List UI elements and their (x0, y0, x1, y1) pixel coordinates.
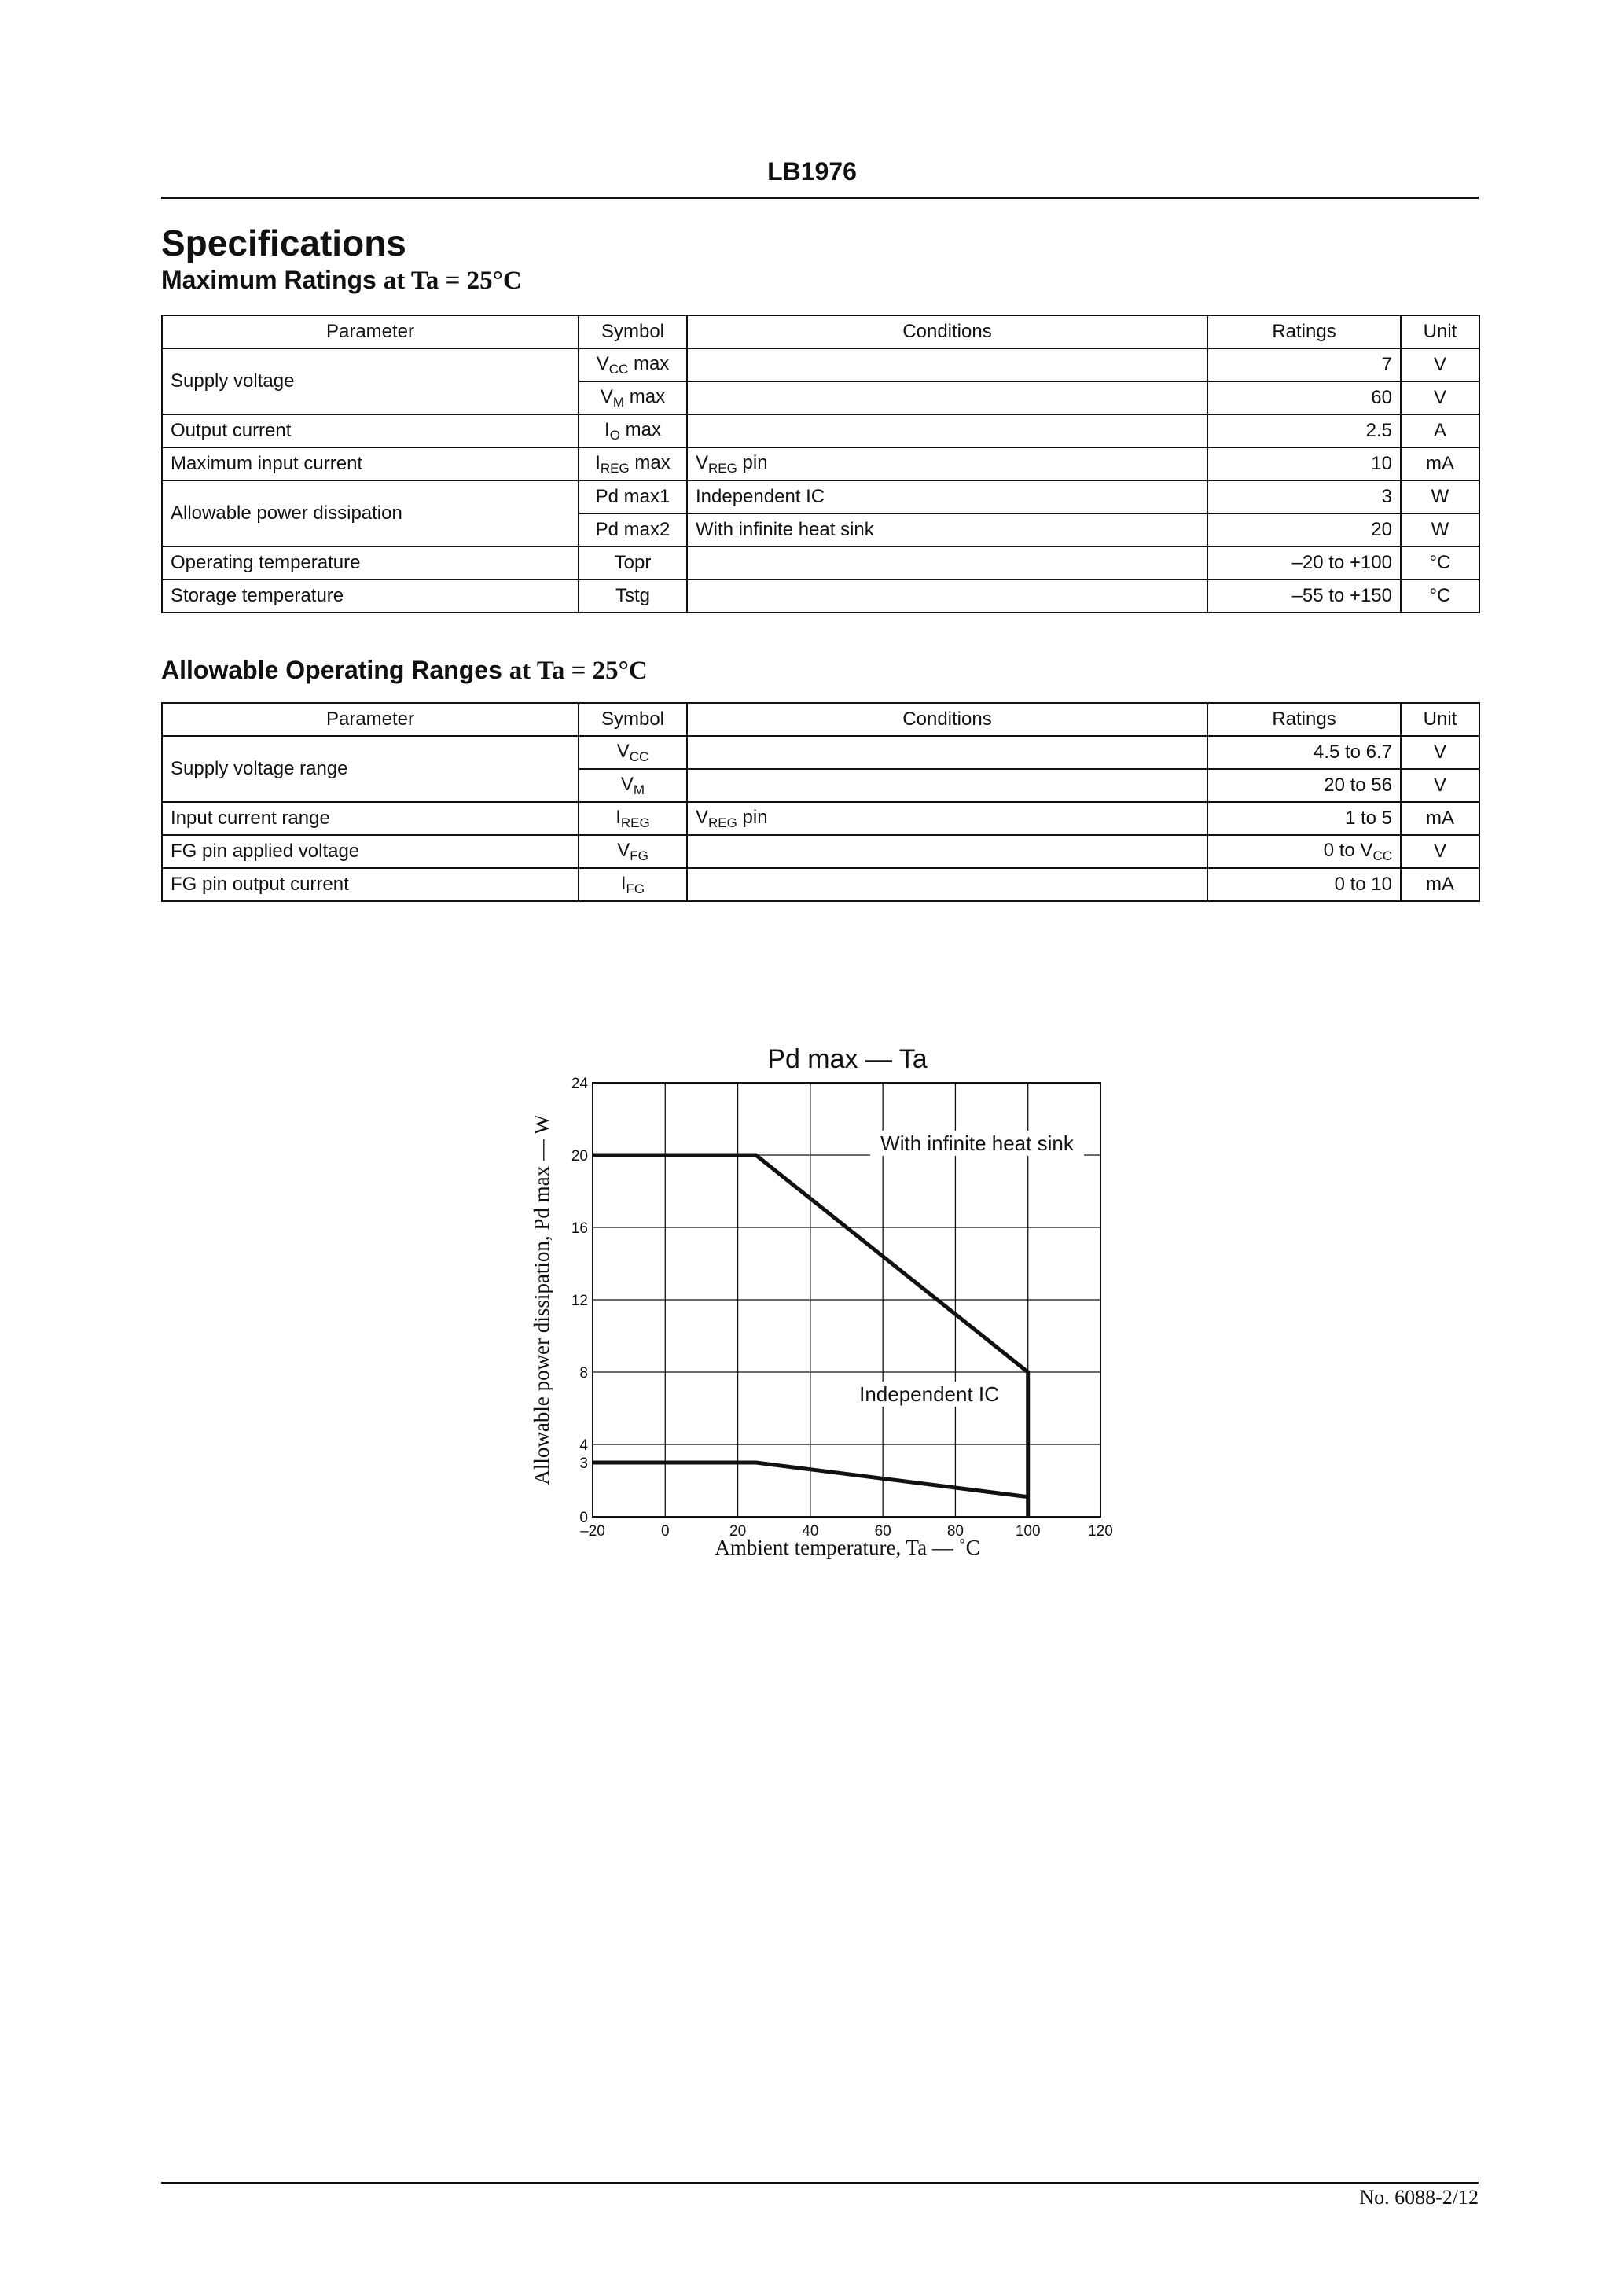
parameter-cell: Output current (162, 414, 579, 447)
table-row (162, 835, 1479, 868)
table-row (162, 580, 1479, 613)
conditions-cell: With infinite heat sink (687, 513, 1207, 546)
unit-cell: V (1401, 381, 1479, 414)
x-tick-label: 80 (946, 1523, 964, 1540)
column-header: Parameter (162, 315, 579, 348)
table-row (162, 868, 1479, 901)
chart-y-axis-label: Allowable power dissipation, Pd max — W (530, 1114, 553, 1485)
symbol-cell: $I_O$ max (579, 414, 687, 447)
y-tick-label: 12 (571, 1293, 588, 1309)
y-tick-label: 8 (579, 1365, 588, 1382)
specifications-heading: Specifications (161, 223, 406, 263)
table-row (162, 414, 1479, 447)
parameter-cell: FG pin applied voltage (162, 835, 579, 868)
x-tick-label: 40 (802, 1523, 819, 1540)
operating-ranges-title: Allowable Operating Ranges (161, 656, 502, 684)
page-reference: No. 6088-2/12 (1359, 2186, 1479, 2209)
footer-rule (161, 2182, 1479, 2184)
conditions-cell (687, 736, 1207, 769)
parameter-cell: Operating temperature (162, 546, 579, 580)
column-header: Conditions (687, 315, 1207, 348)
table-header-row (162, 703, 1479, 736)
unit-cell: V (1401, 348, 1479, 381)
chart-series (593, 1131, 1084, 1517)
unit-cell: °C (1401, 546, 1479, 580)
conditions-cell (687, 381, 1207, 414)
rating-cell: 3 (1207, 480, 1401, 513)
unit-cell: °C (1401, 580, 1479, 613)
table-row (162, 480, 1479, 513)
rating-cell: 4.5 to 6.7 (1207, 736, 1401, 769)
table-header-row (162, 315, 1479, 348)
symbol-cell: $V_{CC}$ (579, 736, 687, 769)
symbol-cell: $V_M$ (579, 769, 687, 802)
unit-cell: V (1401, 769, 1479, 802)
column-header: Conditions (687, 703, 1207, 736)
y-tick-label: 0 (579, 1510, 588, 1526)
y-tick-label: 24 (571, 1076, 588, 1092)
rating-cell: 60 (1207, 381, 1401, 414)
conditions-cell (687, 835, 1207, 868)
conditions-cell (687, 414, 1207, 447)
operating-ranges-table (161, 702, 1480, 902)
parameter-cell: Storage temperature (162, 580, 579, 613)
unit-cell: A (1401, 414, 1479, 447)
symbol-cell: Pd max1 (579, 480, 687, 513)
unit-cell: mA (1401, 802, 1479, 835)
table-row (162, 447, 1479, 480)
symbol-cell: $I_{REG}$ (579, 802, 687, 835)
unit-cell: V (1401, 736, 1479, 769)
rating-cell: –20 to +100 (1207, 546, 1401, 580)
rating-cell: 2.5 (1207, 414, 1401, 447)
rating-cell: 20 (1207, 513, 1401, 546)
column-header: Ratings (1207, 315, 1401, 348)
column-header: Ratings (1207, 703, 1401, 736)
column-header: Symbol (579, 703, 687, 736)
rating-cell: 0 to $V_{CC}$ (1207, 835, 1401, 868)
table-row (162, 802, 1479, 835)
conditions-cell (687, 546, 1207, 580)
x-tick-label: 20 (729, 1523, 747, 1540)
conditions-cell: $V_{REG}$ pin (687, 447, 1207, 480)
parameter-cell: Allowable power dissipation (162, 480, 579, 546)
table-row (162, 348, 1479, 381)
conditions-cell (687, 769, 1207, 802)
pd-max-ta-chart (519, 1034, 1148, 1584)
maximum-ratings-table (161, 315, 1480, 613)
column-header: Unit (1401, 315, 1479, 348)
table-row (162, 546, 1479, 580)
series-label-independent-ic: Independent IC (859, 1382, 999, 1406)
symbol-cell: Topr (579, 546, 687, 580)
symbol-cell: $I_{FG}$ (579, 868, 687, 901)
chart-title: Pd max — Ta (767, 1044, 928, 1074)
document-title: LB1976 (767, 157, 857, 186)
conditions-cell (687, 348, 1207, 381)
rating-cell: 1 to 5 (1207, 802, 1401, 835)
operating-ranges-heading (161, 656, 648, 686)
column-header: Symbol (579, 315, 687, 348)
maximum-ratings-heading (161, 266, 522, 296)
symbol-cell: Pd max2 (579, 513, 687, 546)
unit-cell: W (1401, 513, 1479, 546)
parameter-cell: Supply voltage range (162, 736, 579, 802)
table-row (162, 736, 1479, 769)
symbol-cell: $V_M$ max (579, 381, 687, 414)
operating-ranges-condition: at Ta = 25°C (509, 657, 648, 685)
x-tick-label: 60 (874, 1523, 891, 1540)
x-tick-label: 0 (660, 1523, 670, 1540)
column-header: Unit (1401, 703, 1479, 736)
column-header: Parameter (162, 703, 579, 736)
y-tick-label: 3 (579, 1455, 588, 1472)
rating-cell: 0 to 10 (1207, 868, 1401, 901)
symbol-cell: $V_{FG}$ (579, 835, 687, 868)
chart-x-axis-label: Ambient temperature, Ta — ˚C (715, 1536, 980, 1559)
symbol-cell: Tstg (579, 580, 687, 613)
conditions-cell: $V_{REG}$ pin (687, 802, 1207, 835)
y-tick-label: 4 (579, 1437, 588, 1454)
unit-cell: V (1401, 835, 1479, 868)
parameter-cell: Supply voltage (162, 348, 579, 414)
rating-cell: –55 to +150 (1207, 580, 1401, 613)
conditions-cell (687, 580, 1207, 613)
rating-cell: 10 (1207, 447, 1401, 480)
symbol-cell: $I_{REG}$ max (579, 447, 687, 480)
x-tick-label: 120 (1088, 1523, 1113, 1540)
x-tick-label: 100 (1015, 1523, 1041, 1540)
parameter-cell: Maximum input current (162, 447, 579, 480)
unit-cell: W (1401, 480, 1479, 513)
parameter-cell: FG pin output current (162, 868, 579, 901)
y-tick-label: 16 (571, 1220, 588, 1237)
header-rule (161, 197, 1479, 199)
series-label-infinite-heat-sink: With infinite heat sink (880, 1131, 1074, 1155)
unit-cell: mA (1401, 447, 1479, 480)
parameter-cell: Input current range (162, 802, 579, 835)
rating-cell: 7 (1207, 348, 1401, 381)
x-tick-label: –20 (580, 1523, 605, 1540)
conditions-cell (687, 868, 1207, 901)
symbol-cell: $V_{CC}$ max (579, 348, 687, 381)
y-tick-label: 20 (571, 1148, 588, 1165)
maximum-ratings-title: Maximum Ratings (161, 266, 377, 294)
unit-cell: mA (1401, 868, 1479, 901)
rating-cell: 20 to 56 (1207, 769, 1401, 802)
maximum-ratings-condition: at Ta = 25°C (383, 267, 522, 295)
conditions-cell: Independent IC (687, 480, 1207, 513)
